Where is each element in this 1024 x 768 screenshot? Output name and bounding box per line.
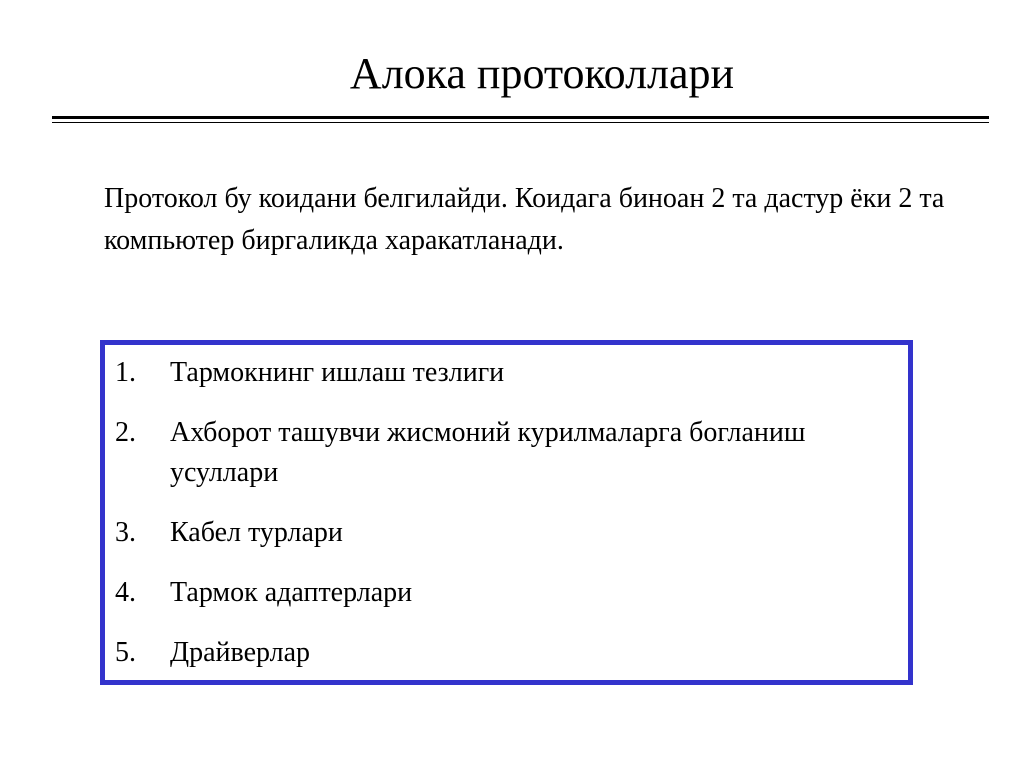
- protocol-list: [115, 353, 888, 693]
- list-item-number: 2.: [115, 417, 136, 448]
- protocol-list-box: [100, 340, 913, 685]
- title-divider: [52, 116, 989, 119]
- list-item: [115, 413, 888, 493]
- list-item: [115, 353, 888, 393]
- list-item: [115, 633, 888, 673]
- list-item-number: 5.: [115, 637, 136, 668]
- list-item-text: Тармокнинг ишлаш тезлиги: [170, 357, 505, 388]
- title-divider-thin: [52, 122, 989, 123]
- list-item: [115, 573, 888, 613]
- slide-title: Алока протоколлари: [349, 49, 735, 98]
- list-item-text: Ахборот ташувчи жисмоний курилмаларга богланиш усуллари: [170, 417, 806, 488]
- intro-paragraph: Протокол бу коидани белгилайди. Коидага биноан 2 та дастур ёки 2 та компьютер биргаликда харакатланади.: [104, 183, 945, 256]
- list-item: [115, 513, 888, 553]
- list-item-number: 4.: [115, 577, 136, 608]
- list-item-text: Драйверлар: [170, 637, 311, 668]
- list-item-number: 1.: [115, 357, 136, 388]
- list-item-number: 3.: [115, 517, 136, 548]
- list-item-text: Кабел турлари: [170, 517, 343, 548]
- list-item-text: Тармок адаптерлари: [170, 577, 413, 608]
